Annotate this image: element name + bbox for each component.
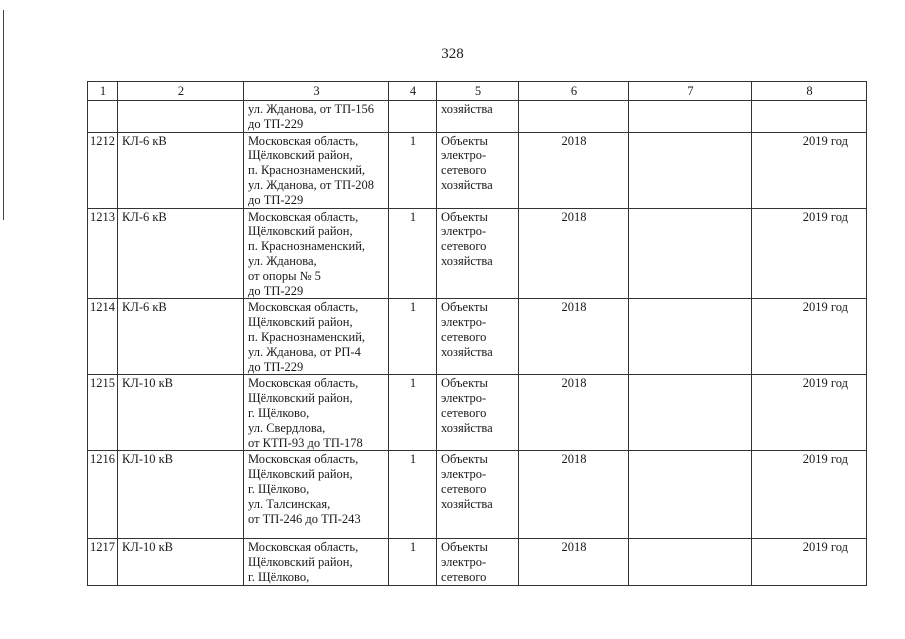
- address-line: до ТП-229: [248, 192, 304, 207]
- header-cell: 3: [244, 82, 389, 101]
- address-line: Щёлковский район,: [248, 391, 353, 406]
- header-cell: 8: [752, 82, 867, 101]
- cell-category: [437, 132, 519, 208]
- continuation-row: [88, 101, 867, 133]
- cell-quantity: 1: [389, 539, 437, 585]
- address-line: п. Краснознаменский,: [248, 329, 366, 344]
- cell-category: [437, 539, 519, 585]
- category-line: Объекты: [441, 452, 488, 467]
- header-cell: 4: [389, 82, 437, 101]
- address-line: п. Краснознаменский,: [248, 239, 366, 254]
- cell-col7: [629, 208, 752, 299]
- cell-address: [244, 299, 389, 375]
- address-line: Щёлковский район,: [248, 467, 353, 482]
- cell-term: [752, 101, 867, 133]
- address-line: ул. Жданова, от РП-4: [248, 344, 361, 359]
- address-line: Московская область,: [248, 209, 359, 224]
- cell-address: [244, 375, 389, 451]
- cell-number: 1213: [88, 208, 118, 299]
- cell-term: 2019 год: [752, 451, 867, 539]
- cell-year: 2018: [519, 451, 629, 539]
- cell-year: 2018: [519, 299, 629, 375]
- category-line: хозяйства: [441, 496, 493, 511]
- cell-quantity: 1: [389, 299, 437, 375]
- header-row: [88, 82, 867, 101]
- cell-number: 1217: [88, 539, 118, 585]
- address-line: до ТП-229: [248, 116, 304, 131]
- category-line: электро-: [441, 315, 487, 330]
- header-cell: 6: [519, 82, 629, 101]
- cell-col7: [629, 132, 752, 208]
- cell-term: 2019 год: [752, 208, 867, 299]
- cell-name: КЛ-10 кВ: [118, 451, 244, 539]
- cell-number: 1212: [88, 132, 118, 208]
- address-line: г. Щёлково,: [248, 405, 310, 420]
- category-line: хозяйства: [441, 344, 493, 359]
- cell-category: [437, 451, 519, 539]
- address-line: г. Щёлково,: [248, 481, 310, 496]
- cell-term: 2019 год: [752, 539, 867, 585]
- cell-number: [88, 101, 118, 133]
- table-row: [88, 539, 867, 585]
- category-line: Объекты: [441, 540, 488, 555]
- header-cell: 5: [437, 82, 519, 101]
- cell-name: КЛ-10 кВ: [118, 539, 244, 585]
- cell-number: 1215: [88, 375, 118, 451]
- category-line: сетевого: [441, 163, 487, 178]
- category-line: сетевого: [441, 569, 487, 584]
- address-line: до ТП-229: [248, 283, 304, 298]
- category-line: электро-: [441, 391, 487, 406]
- address-line: от КТП-93 до ТП-178: [248, 435, 363, 450]
- registry-table: [87, 81, 867, 586]
- address-line: Щёлковский район,: [248, 148, 353, 163]
- cell-name: КЛ-10 кВ: [118, 375, 244, 451]
- cell-term: 2019 год: [752, 132, 867, 208]
- cell-term: 2019 год: [752, 299, 867, 375]
- address-line: ул. Свердлова,: [248, 420, 326, 435]
- table-row: [88, 451, 867, 539]
- address-line: Московская область,: [248, 452, 359, 467]
- cell-category: [437, 299, 519, 375]
- table-row: [88, 208, 867, 299]
- cell-col7: [629, 539, 752, 585]
- cell-name: КЛ-6 кВ: [118, 208, 244, 299]
- category-line: электро-: [441, 467, 487, 482]
- category-line: хозяйства: [441, 420, 493, 435]
- category-line: электро-: [441, 555, 487, 570]
- cell-number: 1214: [88, 299, 118, 375]
- cell-quantity: 1: [389, 208, 437, 299]
- address-line: Московская область,: [248, 133, 359, 148]
- address-line: от опоры № 5: [248, 268, 321, 283]
- table-row: [88, 299, 867, 375]
- cell-address: [244, 451, 389, 539]
- category-line: сетевого: [441, 481, 487, 496]
- cell-quantity: 1: [389, 132, 437, 208]
- cell-category: [437, 375, 519, 451]
- table-row: [88, 375, 867, 451]
- category-line: хозяйства: [441, 253, 493, 268]
- header-cell: 2: [118, 82, 244, 101]
- cell-address: [244, 208, 389, 299]
- cell-quantity: [389, 101, 437, 133]
- cell-number: 1216: [88, 451, 118, 539]
- cell-col7: [629, 375, 752, 451]
- category-line: электро-: [441, 224, 487, 239]
- scan-edge-line: [3, 10, 4, 220]
- header-cell: 7: [629, 82, 752, 101]
- address-line: до ТП-229: [248, 359, 304, 374]
- cell-name: КЛ-6 кВ: [118, 132, 244, 208]
- cell-year: 2018: [519, 208, 629, 299]
- cell-quantity: 1: [389, 451, 437, 539]
- cell-address: [244, 132, 389, 208]
- address-line: ул. Талсинская,: [248, 496, 331, 511]
- address-line: Щёлковский район,: [248, 555, 353, 570]
- address-line: г. Щёлково,: [248, 569, 310, 584]
- address-line: Московская область,: [248, 540, 359, 555]
- table-row: [88, 132, 867, 208]
- cell-category: [437, 101, 519, 133]
- address-line: Щёлковский район,: [248, 315, 353, 330]
- address-line: ул. Жданова, от ТП-208: [248, 177, 375, 192]
- category-line: Объекты: [441, 133, 488, 148]
- cell-col7: [629, 101, 752, 133]
- header-cell: 1: [88, 82, 118, 101]
- cell-category: [437, 208, 519, 299]
- address-line: ул. Жданова, от ТП-156: [248, 102, 375, 116]
- category-line: сетевого: [441, 239, 487, 254]
- category-line: хозяйства: [441, 102, 493, 116]
- address-line: Щёлковский район,: [248, 224, 353, 239]
- cell-year: 2018: [519, 375, 629, 451]
- address-line: ул. Жданова,: [248, 253, 317, 268]
- category-line: Объекты: [441, 376, 488, 391]
- category-line: хозяйства: [441, 177, 493, 192]
- address-line: п. Краснознаменский,: [248, 163, 366, 178]
- cell-name: КЛ-6 кВ: [118, 299, 244, 375]
- address-line: от ТП-246 до ТП-243: [248, 511, 361, 526]
- cell-term: 2019 год: [752, 375, 867, 451]
- page-number: 328: [441, 46, 464, 62]
- address-line: Московская область,: [248, 376, 359, 391]
- cell-year: 2018: [519, 132, 629, 208]
- category-line: Объекты: [441, 209, 488, 224]
- cell-quantity: 1: [389, 375, 437, 451]
- cell-col7: [629, 299, 752, 375]
- cell-year: 2018: [519, 539, 629, 585]
- category-line: электро-: [441, 148, 487, 163]
- category-line: сетевого: [441, 329, 487, 344]
- cell-year: [519, 101, 629, 133]
- cell-col7: [629, 451, 752, 539]
- category-line: Объекты: [441, 300, 488, 315]
- cell-address: [244, 101, 389, 133]
- address-line: Московская область,: [248, 300, 359, 315]
- cell-name: [118, 101, 244, 133]
- category-line: сетевого: [441, 405, 487, 420]
- cell-address: [244, 539, 389, 585]
